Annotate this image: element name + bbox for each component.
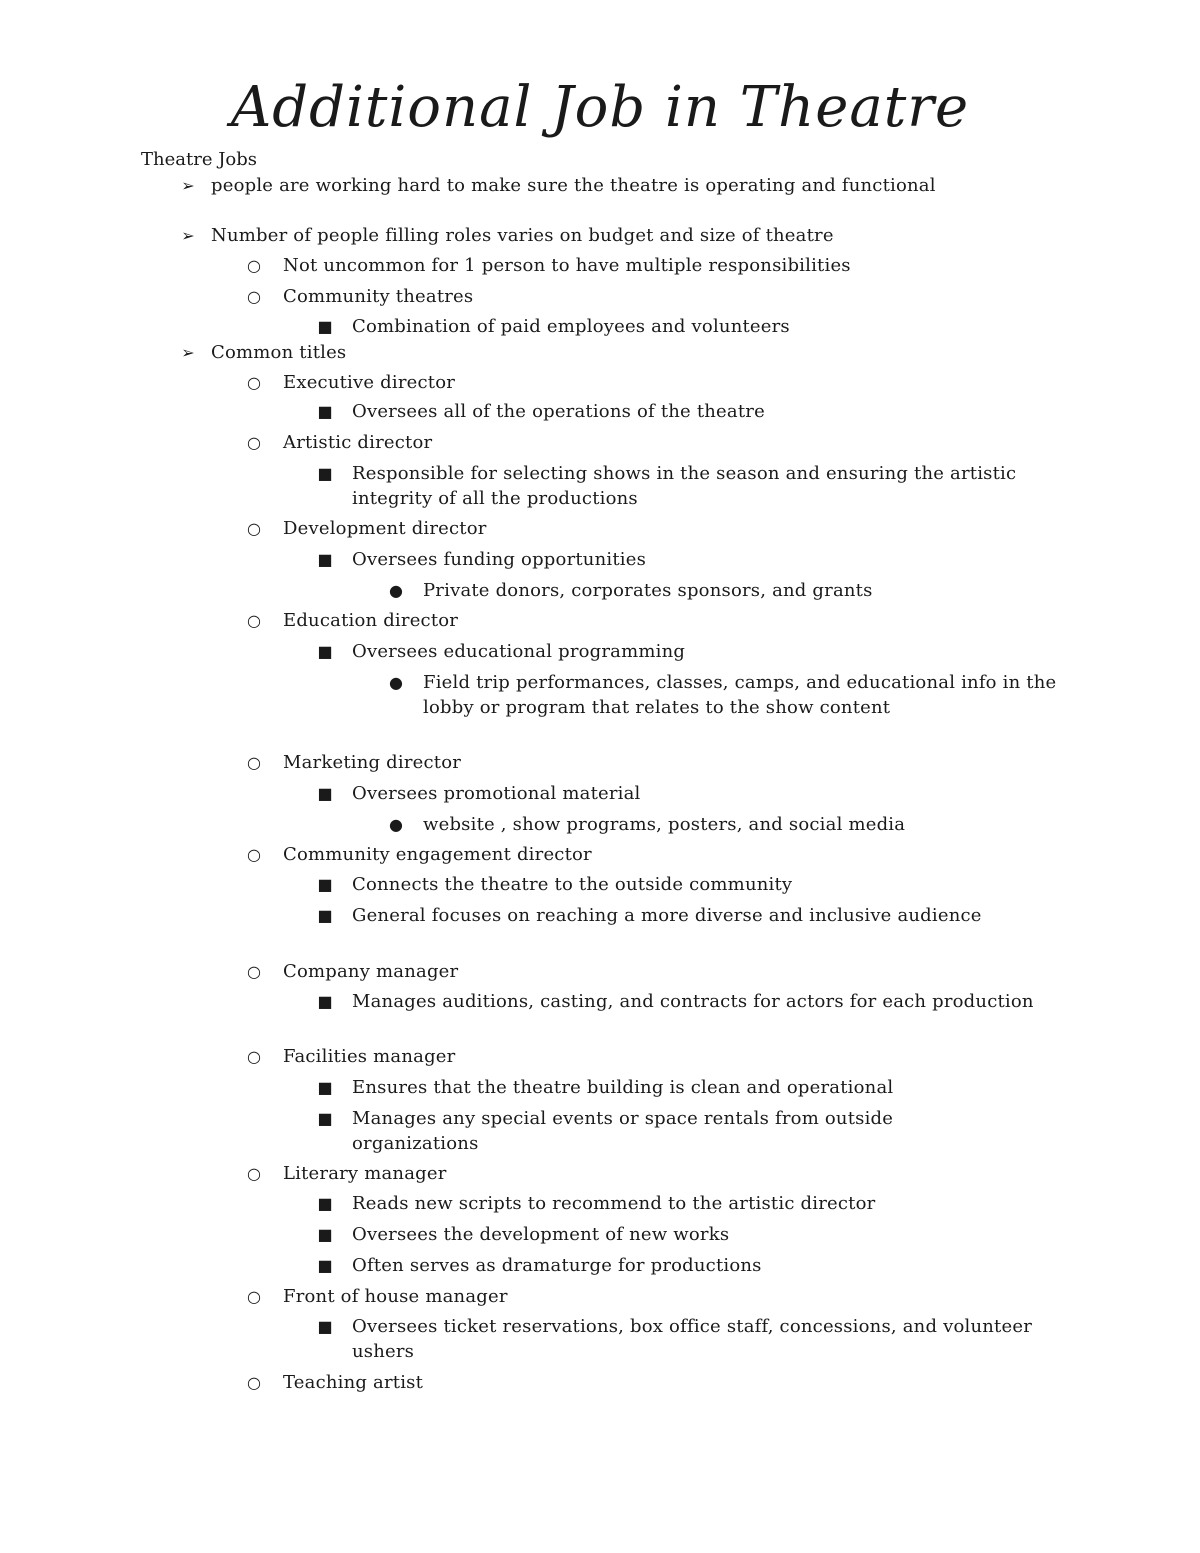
square-bullet-icon: ■ bbox=[317, 1078, 333, 1097]
list-item: Company manager bbox=[283, 961, 459, 982]
list-item: Marketing director bbox=[283, 752, 462, 773]
arrow-bullet-icon: ➢ bbox=[181, 176, 195, 195]
list-item: Artistic director bbox=[283, 432, 433, 453]
list-item: Executive director bbox=[283, 372, 456, 393]
circle-bullet-icon: ○ bbox=[247, 845, 261, 864]
square-bullet-icon: ■ bbox=[317, 402, 333, 421]
circle-bullet-icon: ○ bbox=[247, 256, 261, 275]
square-bullet-icon: ■ bbox=[317, 642, 333, 661]
section-heading: Theatre Jobs bbox=[141, 149, 258, 170]
square-bullet-icon: ■ bbox=[317, 550, 333, 569]
list-item: Community engagement director bbox=[283, 844, 592, 865]
list-item: Responsible for selecting shows in the season and ensuring the artistic integrity of all the productions bbox=[352, 463, 1017, 509]
list-item: Literary manager bbox=[283, 1163, 447, 1184]
dot-bullet-icon: ● bbox=[389, 581, 403, 600]
square-bullet-icon: ■ bbox=[317, 1256, 333, 1275]
list-item: Oversees ticket reservations, box office staff, concessions, and volunteer ushers bbox=[352, 1316, 1032, 1362]
list-item: website , show programs, posters, and social media bbox=[423, 814, 906, 835]
circle-bullet-icon: ○ bbox=[247, 1373, 261, 1392]
dot-bullet-icon: ● bbox=[389, 815, 403, 834]
arrow-bullet-icon: ➢ bbox=[181, 343, 195, 362]
square-bullet-icon: ■ bbox=[317, 1317, 333, 1336]
arrow-bullet-icon: ➢ bbox=[181, 226, 195, 245]
list-item: Oversees all of the operations of the theatre bbox=[352, 401, 765, 422]
list-item: Front of house manager bbox=[283, 1286, 508, 1307]
list-item: Education director bbox=[283, 610, 459, 631]
circle-bullet-icon: ○ bbox=[247, 753, 261, 772]
circle-bullet-icon: ○ bbox=[247, 287, 261, 306]
square-bullet-icon: ■ bbox=[317, 875, 333, 894]
square-bullet-icon: ■ bbox=[317, 1225, 333, 1244]
square-bullet-icon: ■ bbox=[317, 1194, 333, 1213]
list-item: Manages any special events or space rentals from outside organizations bbox=[352, 1108, 894, 1154]
list-item: Connects the theatre to the outside community bbox=[352, 874, 793, 895]
circle-bullet-icon: ○ bbox=[247, 611, 261, 630]
list-item: Facilities manager bbox=[283, 1046, 456, 1067]
list-item: Community theatres bbox=[283, 286, 474, 307]
square-bullet-icon: ■ bbox=[317, 784, 333, 803]
circle-bullet-icon: ○ bbox=[247, 1047, 261, 1066]
list-item: Oversees promotional material bbox=[352, 783, 641, 804]
list-item: Teaching artist bbox=[283, 1372, 424, 1393]
list-item: Development director bbox=[283, 518, 487, 539]
list-item: Oversees funding opportunities bbox=[352, 549, 647, 570]
list-item: Reads new scripts to recommend to the artistic director bbox=[352, 1193, 876, 1214]
circle-bullet-icon: ○ bbox=[247, 1164, 261, 1183]
list-item: Private donors, corporates sponsors, and grants bbox=[423, 580, 873, 601]
list-item: Field trip performances, classes, camps, and educational info in the lobby or program that relates to the show content bbox=[423, 672, 1057, 718]
list-item: Combination of paid employees and volunteers bbox=[352, 316, 790, 337]
list-item: Common titles bbox=[211, 342, 347, 363]
list-item: Manages auditions, casting, and contracts for actors for each production bbox=[352, 991, 1034, 1012]
list-item: people are working hard to make sure the theatre is operating and functional bbox=[211, 175, 936, 196]
list-item: Oversees the development of new works bbox=[352, 1224, 730, 1245]
square-bullet-icon: ■ bbox=[317, 317, 333, 336]
list-item: Ensures that the theatre building is clean and operational bbox=[352, 1077, 894, 1098]
square-bullet-icon: ■ bbox=[317, 1109, 333, 1128]
circle-bullet-icon: ○ bbox=[247, 1287, 261, 1306]
square-bullet-icon: ■ bbox=[317, 992, 333, 1011]
circle-bullet-icon: ○ bbox=[247, 962, 261, 981]
list-item: Oversees educational programming bbox=[352, 641, 686, 662]
circle-bullet-icon: ○ bbox=[247, 433, 261, 452]
list-item: Often serves as dramaturge for productions bbox=[352, 1255, 762, 1276]
square-bullet-icon: ■ bbox=[317, 464, 333, 483]
list-item: Not uncommon for 1 person to have multiple responsibilities bbox=[283, 255, 851, 276]
circle-bullet-icon: ○ bbox=[247, 519, 261, 538]
page-title: Additional Job in Theatre bbox=[230, 75, 970, 140]
dot-bullet-icon: ● bbox=[389, 673, 403, 692]
circle-bullet-icon: ○ bbox=[247, 373, 261, 392]
list-item: General focuses on reaching a more diverse and inclusive audience bbox=[352, 905, 982, 926]
list-item: Number of people filling roles varies on budget and size of theatre bbox=[211, 225, 834, 246]
square-bullet-icon: ■ bbox=[317, 906, 333, 925]
